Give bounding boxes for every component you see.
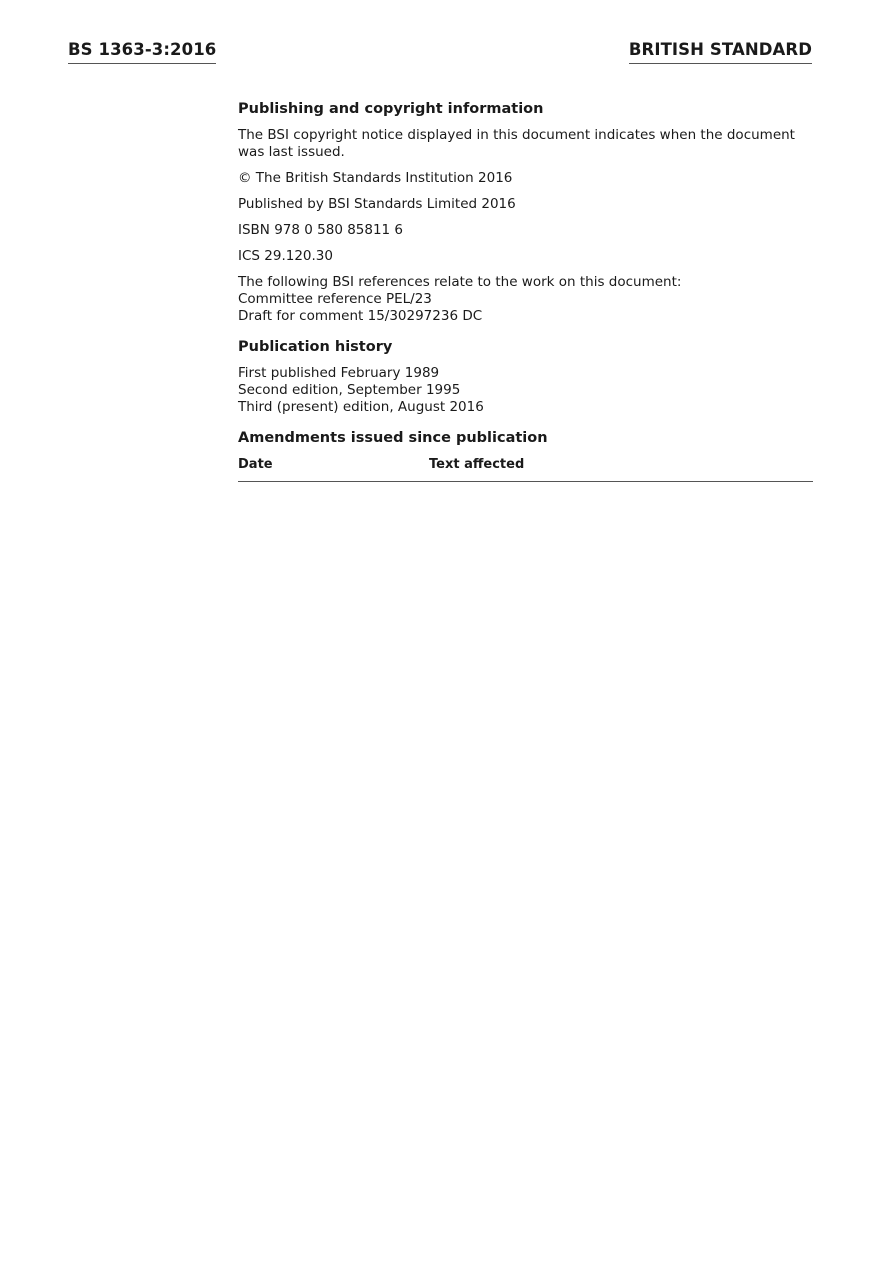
ics-line: ICS 29.120.30: [238, 248, 333, 264]
copyright-line: © The British Standards Institution 2016: [238, 170, 513, 186]
history-line: Second edition, September 1995: [238, 382, 461, 398]
bsi-references: [238, 274, 813, 325]
references-intro: The following BSI references relate to the work on this document:: [238, 274, 682, 290]
amendments-heading: Amendments issued since publication: [238, 430, 548, 446]
publication-history-heading: Publication history: [238, 339, 393, 355]
draft-comment: Draft for comment 15/30297236 DC: [238, 308, 483, 324]
history-line: Third (present) edition, August 2016: [238, 399, 484, 415]
isbn-line: ISBN 978 0 580 85811 6: [238, 222, 404, 238]
copyright-heading: Publishing and copyright information: [238, 101, 544, 117]
committee-reference: Committee reference PEL/23: [238, 291, 432, 307]
publication-history-list: [238, 365, 813, 416]
amendments-column-date: Date: [238, 457, 273, 472]
document-type: BRITISH STANDARD: [629, 40, 812, 64]
document-code: BS 1363-3:2016: [68, 40, 216, 64]
history-line: First published February 1989: [238, 365, 440, 381]
main-content: [238, 100, 813, 482]
copyright-notice: The BSI copyright notice displayed in this document indicates when the document was last issued.: [238, 127, 795, 160]
publisher-line: Published by BSI Standards Limited 2016: [238, 196, 516, 212]
amendments-table-header: [238, 456, 813, 482]
amendments-column-text: Text affected: [429, 457, 525, 472]
